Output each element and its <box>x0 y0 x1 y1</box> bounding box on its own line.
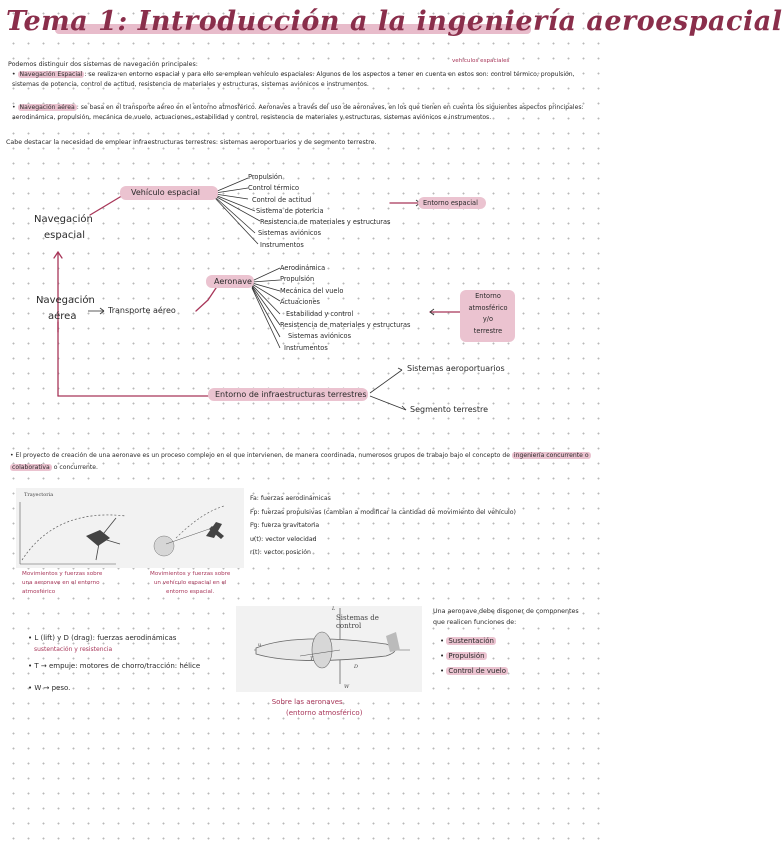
project-hl1: ingeniería concurrente o <box>513 452 589 459</box>
bullet-espacial-text: : se realiza en entorno espacial y para ello se emplean vehículo espaciales. Algunos de los aspectos a tener en cuenta en estos son: control térmico, propulsión, sistemas de potencia, control de actitud, resistencia de materiales y estructuras, sistemas aviónicos e instrumentos. <box>12 71 575 88</box>
page-title: Tema 1: Introducción a la ingeniería aeroespacial <box>6 6 782 37</box>
aero-item-text: W → peso. <box>34 684 71 692</box>
vehiculo-list <box>248 172 390 251</box>
aero-item: • L (lift) y D (drag): fuerzas aerodinámicas <box>28 634 177 642</box>
bullet-espacial: • Navegación Espacial : se realiza en entorno espacial y para ello se emplean vehículo espaciales. Algunos de los aspectos a tener en cuenta en estos son: control térmico, propulsión, sistemas de potencia, control de actitud, resistencia de materiales y estructuras, sistemas aviónicos e instrumentos. <box>12 71 575 88</box>
forces-figure-drawing <box>16 488 244 568</box>
aeronave-item: Estabilidad y control <box>286 309 354 318</box>
force-item: Fp: fuerzas propulsivas (cambian a modificar la cantidad de movimiento del vehículo) <box>250 508 516 516</box>
aero-side-list <box>440 634 508 679</box>
bullet-aerea-text: : se basa en el transporte aéreo en el entorno atmosférico. Aeronaves a través del uso de aeronaves, en los que tienen en cuenta los siguientes aspectos principales: aerodinámica, propulsión, mecánica de vuelo, actuaciones, estabilidad y control, resistencia de materiales y estructuras, sistemas aviónicos e instrumentos. <box>12 104 584 121</box>
letter-W: W <box>344 684 350 690</box>
project-tail: o concurrente. <box>53 464 98 471</box>
forces-figure <box>16 488 244 568</box>
entorno-atmos-line: atmosférico <box>468 303 508 312</box>
aero-side-item-text: Propulsión <box>448 652 485 660</box>
node-segmento-terrestre: Segmento terrestre <box>410 405 489 414</box>
aeronave-item: Sistemas aviónicos <box>288 332 352 341</box>
aero-side-intro: Una aeronave debe disponer de componentes que realicen funciones de: <box>433 608 579 626</box>
vehiculo-item: Control térmico <box>248 184 300 193</box>
aeronave-item: Actuaciones <box>280 298 320 307</box>
aeronave-list <box>280 263 410 354</box>
node-sist-aeroportuarios: Sistemas aeroportuarios <box>407 364 505 373</box>
entorno-atmos-line: y/o <box>482 315 494 323</box>
aeronave-item: Resistencia de materiales y estructuras <box>280 321 411 330</box>
project-hl2: colaborativa <box>12 464 50 471</box>
entorno-atmos-line: Entorno <box>475 292 501 300</box>
node-nav-espacial-line1: Navegación <box>34 214 93 225</box>
node-infra: Entorno de infraestructuras terrestres <box>215 390 367 399</box>
node-nav-espacial <box>34 212 93 244</box>
node-nav-aerea-line1: Navegación <box>36 295 95 306</box>
aero-item-text: T → empuje: motores de chorro/tracción: hélice <box>34 662 201 670</box>
caption-left-line: Movimientos y fuerzas sobre <box>22 571 103 577</box>
aircraft-label: Sistemas de control <box>336 614 379 630</box>
forces-figure-label: Trayectoria <box>24 492 54 498</box>
aero-side-item-text: Sustentación <box>448 637 494 645</box>
aero-side-item: • Propulsión <box>440 652 485 660</box>
letter-u: u <box>258 642 262 648</box>
aero-side-item-text: Control de vuelo <box>448 667 506 675</box>
aero-list <box>28 632 200 694</box>
project-text: El proyecto de creación de una aeronave es un proceso complejo en el que intervienen, de manera coordinada, numerosos grupos de trabajo bajo el concepto de <box>15 452 510 459</box>
caption-left-line: atmosférico <box>22 589 56 595</box>
letter-T: T <box>310 656 314 662</box>
caption-left-line: una aeronave en el entorno <box>22 580 100 586</box>
bullet-aerea-head: Navegación aérea <box>19 104 75 111</box>
forces-list <box>250 492 516 560</box>
aircraft-caption-line: (entorno atmosférico) <box>286 709 363 717</box>
bullet-aerea: • Navegación aérea : se basa en el transporte aéreo en el entorno atmosférico. Aeronaves a través del uso de aeronaves, en los que tienen en cuenta los siguientes aspectos principales: aerodinámica, propulsión, mecánica de vuelo, actuaciones, estabilidad y control, resistencia de materiales y estructuras, sistemas aviónicos e instrumentos. <box>12 104 584 121</box>
letter-D: D <box>354 664 359 670</box>
vehiculo-item: Sistemas aviónicos <box>258 229 322 238</box>
aeronave-item: Mecánica del vuelo <box>280 286 344 295</box>
force-item: u(t): vector velocidad <box>250 535 317 543</box>
aeronave-item: Instrumentos <box>284 343 328 352</box>
caption-right-line: entorno espacial. <box>166 589 215 595</box>
aero-item-text: L (lift) y D (drag): fuerzas aerodinámicas <box>34 634 177 642</box>
vehiculo-item: Propulsión <box>248 173 283 181</box>
vehiculo-item: Control de actitud <box>252 195 312 204</box>
caption-right-line: un vehículo espacial en el <box>153 580 227 586</box>
node-aeronave: Aeronave <box>214 277 252 286</box>
vehiculo-item: Resistencia de materiales y estructuras <box>260 218 391 227</box>
node-nav-aerea-line2: aérea <box>48 311 77 322</box>
node-nav-aerea <box>36 293 95 325</box>
intro-text: Podemos distinguir dos sistemas de navegación principales: <box>8 61 198 68</box>
aero-side-item: • Control de vuelo <box>440 667 506 675</box>
aircraft-caption-line: Sobre las aeronaves <box>271 698 343 706</box>
aeronave-item: Propulsión <box>280 275 315 284</box>
entorno-atmos-line: terrestre <box>473 326 503 335</box>
node-entorno-atmos <box>464 291 512 337</box>
aero-item: • W → peso. <box>28 684 71 692</box>
vehiculo-item: Sistema de potencia <box>256 206 324 215</box>
aeronave-item: Aerodinámica <box>280 264 326 272</box>
aircraft-figure <box>236 606 422 692</box>
node-transporte: Transporte aéreo <box>108 306 176 315</box>
caption-left <box>22 570 102 597</box>
annotation-vehiculos: vehículos espaciales <box>452 58 510 64</box>
force-item: Fg: fuerza gravitatoria <box>250 522 320 529</box>
bullet-espacial-head: Navegación Espacial <box>19 71 83 78</box>
infra-note: Cabe destacar la necesidad de emplear infraestructuras terrestres: sistemas aeroportuarios y de segmento terrestre. <box>6 139 377 146</box>
caption-right <box>150 570 230 597</box>
force-item: r(t): vector posición <box>250 549 311 556</box>
node-nav-espacial-line2: espacial <box>44 230 86 241</box>
aircraft-caption <box>252 697 362 719</box>
aero-item-sub: sustentación y resistencia <box>34 646 113 653</box>
aero-item: • T → empuje: motores de chorro/tracción: hélice <box>28 662 201 670</box>
caption-right-line: Movimientos y fuerzas sobre <box>150 571 231 577</box>
vehiculo-item: Instrumentos <box>260 240 304 249</box>
node-entorno-espacial: Entorno espacial <box>423 199 478 207</box>
aero-side-item: • Sustentación <box>440 637 494 645</box>
force-item: Fa: fuerzas aerodinámicas <box>250 495 331 502</box>
node-vehiculo: Vehículo espacial <box>131 188 201 197</box>
letter-L: L <box>332 606 336 612</box>
project-paragraph: • El proyecto de creación de una aeronave es un proceso complejo en el que intervienen, de manera coordinada, numerosos grupos de trabajo bajo el concepto de ingeniería concurrente o colaborativa o concurrente. <box>10 452 589 471</box>
